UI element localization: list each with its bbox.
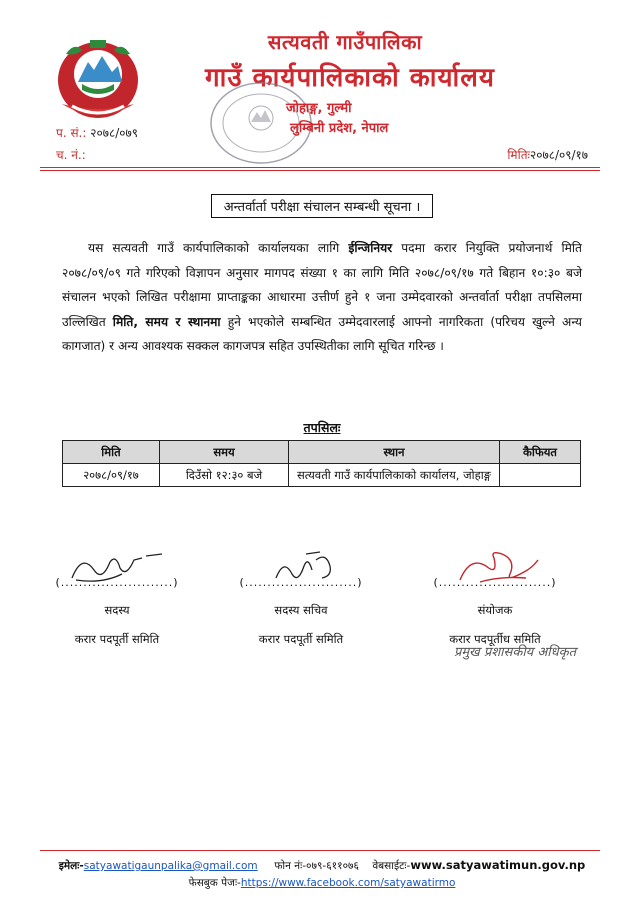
cell-remarks	[500, 464, 581, 487]
header-remarks: कैफियत	[500, 441, 581, 464]
signatory-role: संयोजक	[477, 603, 513, 617]
date-value: २०७८/०९/१७	[529, 148, 588, 162]
body-part-3: हुने भएकोले सम्बन्धित उम्मेदवारलाई आफ्नो नागरिकता (परिचय खुल्ने अन्य कागजात) र अन्य आवश्यक सक्कल कागजपत्र सहित उपस्थितीका लागि सूचित गरिन्छ ।	[62, 314, 582, 354]
handwritten-signature-2	[246, 548, 356, 588]
email-label: इमेलः-	[58, 860, 84, 872]
address-line-2: लुम्बिनी प्रदेश, नेपाल	[290, 121, 389, 136]
date-label: मितिः	[507, 148, 530, 162]
municipality-name: सत्यवती गाउँपालिका	[267, 30, 423, 54]
letter-date	[507, 146, 588, 163]
nepal-emblem-logo	[52, 34, 144, 124]
signature-coordinator	[420, 576, 570, 647]
email-link[interactable]: satyawatigaunpalika@gmail.com	[83, 860, 258, 872]
schedule-table	[62, 440, 581, 487]
table-header-row	[63, 441, 581, 464]
dispatch-label: च. नं.:	[56, 148, 86, 162]
schedule-caption: तपसिलः	[303, 420, 341, 435]
notice-subject: अन्तर्वार्ता परीक्षा संचालन सम्बन्धी सूचना ।	[211, 194, 434, 218]
address-line-1: जोहाङ्ग, गुल्मी	[286, 101, 352, 116]
website-link[interactable]: www.satyawatimun.gov.np	[410, 858, 586, 872]
office-name: गाउँ कार्यपालिकाको कार्यालय	[205, 63, 495, 93]
signature-member	[42, 576, 192, 647]
cell-date: २०७८/०९/१७	[63, 464, 160, 487]
header-time: समय	[160, 441, 289, 464]
handwritten-signature-1	[62, 548, 172, 588]
reference-value: २०७८/०७९	[90, 126, 138, 140]
reference-number	[56, 124, 138, 141]
phone-label: फोन नंः-	[274, 860, 307, 872]
signature-line: (.........................)	[433, 576, 557, 589]
signatory-committee: करार पदपूर्तीध समिति	[449, 632, 541, 646]
facebook-link[interactable]: https://www.facebook.com/satyawatirmo	[240, 877, 456, 889]
handwritten-designation: प्रमुख प्रशासकीय अधिकृत	[454, 645, 577, 660]
body-part-2: पदमा करार नियुक्ति प्रयोजनार्थ मिति २०७८/०९/०९ गते गरिएको विज्ञापन अनुसार मागपद संख्या १ का लागि मिति २०७८/०९/१७ गते बिहान १०:३० बजे संचालन भएको लिखित परीक्षामा प्राप्ताङ्कका आधारमा उत्तीर्ण हुने १ जना उम्मेदवारको अन्तर्वार्ता परीक्षा तपसिलमा उल्लिखित	[62, 241, 582, 329]
cell-time: दिउँसो १२:३० बजे	[160, 464, 289, 487]
header-divider-2	[40, 170, 600, 171]
signature-member-secretary	[226, 576, 376, 647]
cell-place: सत्यवती गाउँ कार्यपालिकाको कार्यालय, जोहाङ्ग	[289, 464, 500, 487]
table-row	[63, 464, 581, 487]
dispatch-number	[56, 146, 86, 163]
signatory-role: सदस्य	[104, 603, 130, 617]
signatory-role: सदस्य सचिव	[274, 603, 328, 617]
signatory-committee: करार पदपूर्ती समिति	[258, 632, 344, 646]
signature-line: (.........................)	[55, 576, 179, 589]
signatory-committee: करार पदपूर्ती समिति	[74, 632, 160, 646]
footer-contact	[0, 858, 644, 873]
footer-facebook	[0, 876, 644, 890]
phone-number: ०७९-६११०७६	[306, 860, 359, 872]
website-label: वेबसाईटः-	[372, 860, 411, 872]
body-emphasis: मिति, समय र स्थानमा	[112, 314, 221, 329]
reference-label: प. सं.:	[56, 126, 87, 140]
header-date: मिति	[63, 441, 160, 464]
body-post-name: ईन्जिनियर	[348, 241, 393, 255]
facebook-label: फेसबुक पेजः-	[188, 877, 241, 889]
notice-body	[62, 236, 582, 359]
header-place: स्थान	[289, 441, 500, 464]
signature-line: (.........................)	[239, 576, 363, 589]
header-divider	[40, 167, 600, 168]
body-part-1: यस सत्यवती गाउँ कार्यपालिकाको कार्यालयका लागि	[88, 241, 349, 255]
footer-divider	[40, 850, 600, 851]
subject-container	[0, 194, 644, 218]
handwritten-signature-3	[440, 548, 550, 588]
